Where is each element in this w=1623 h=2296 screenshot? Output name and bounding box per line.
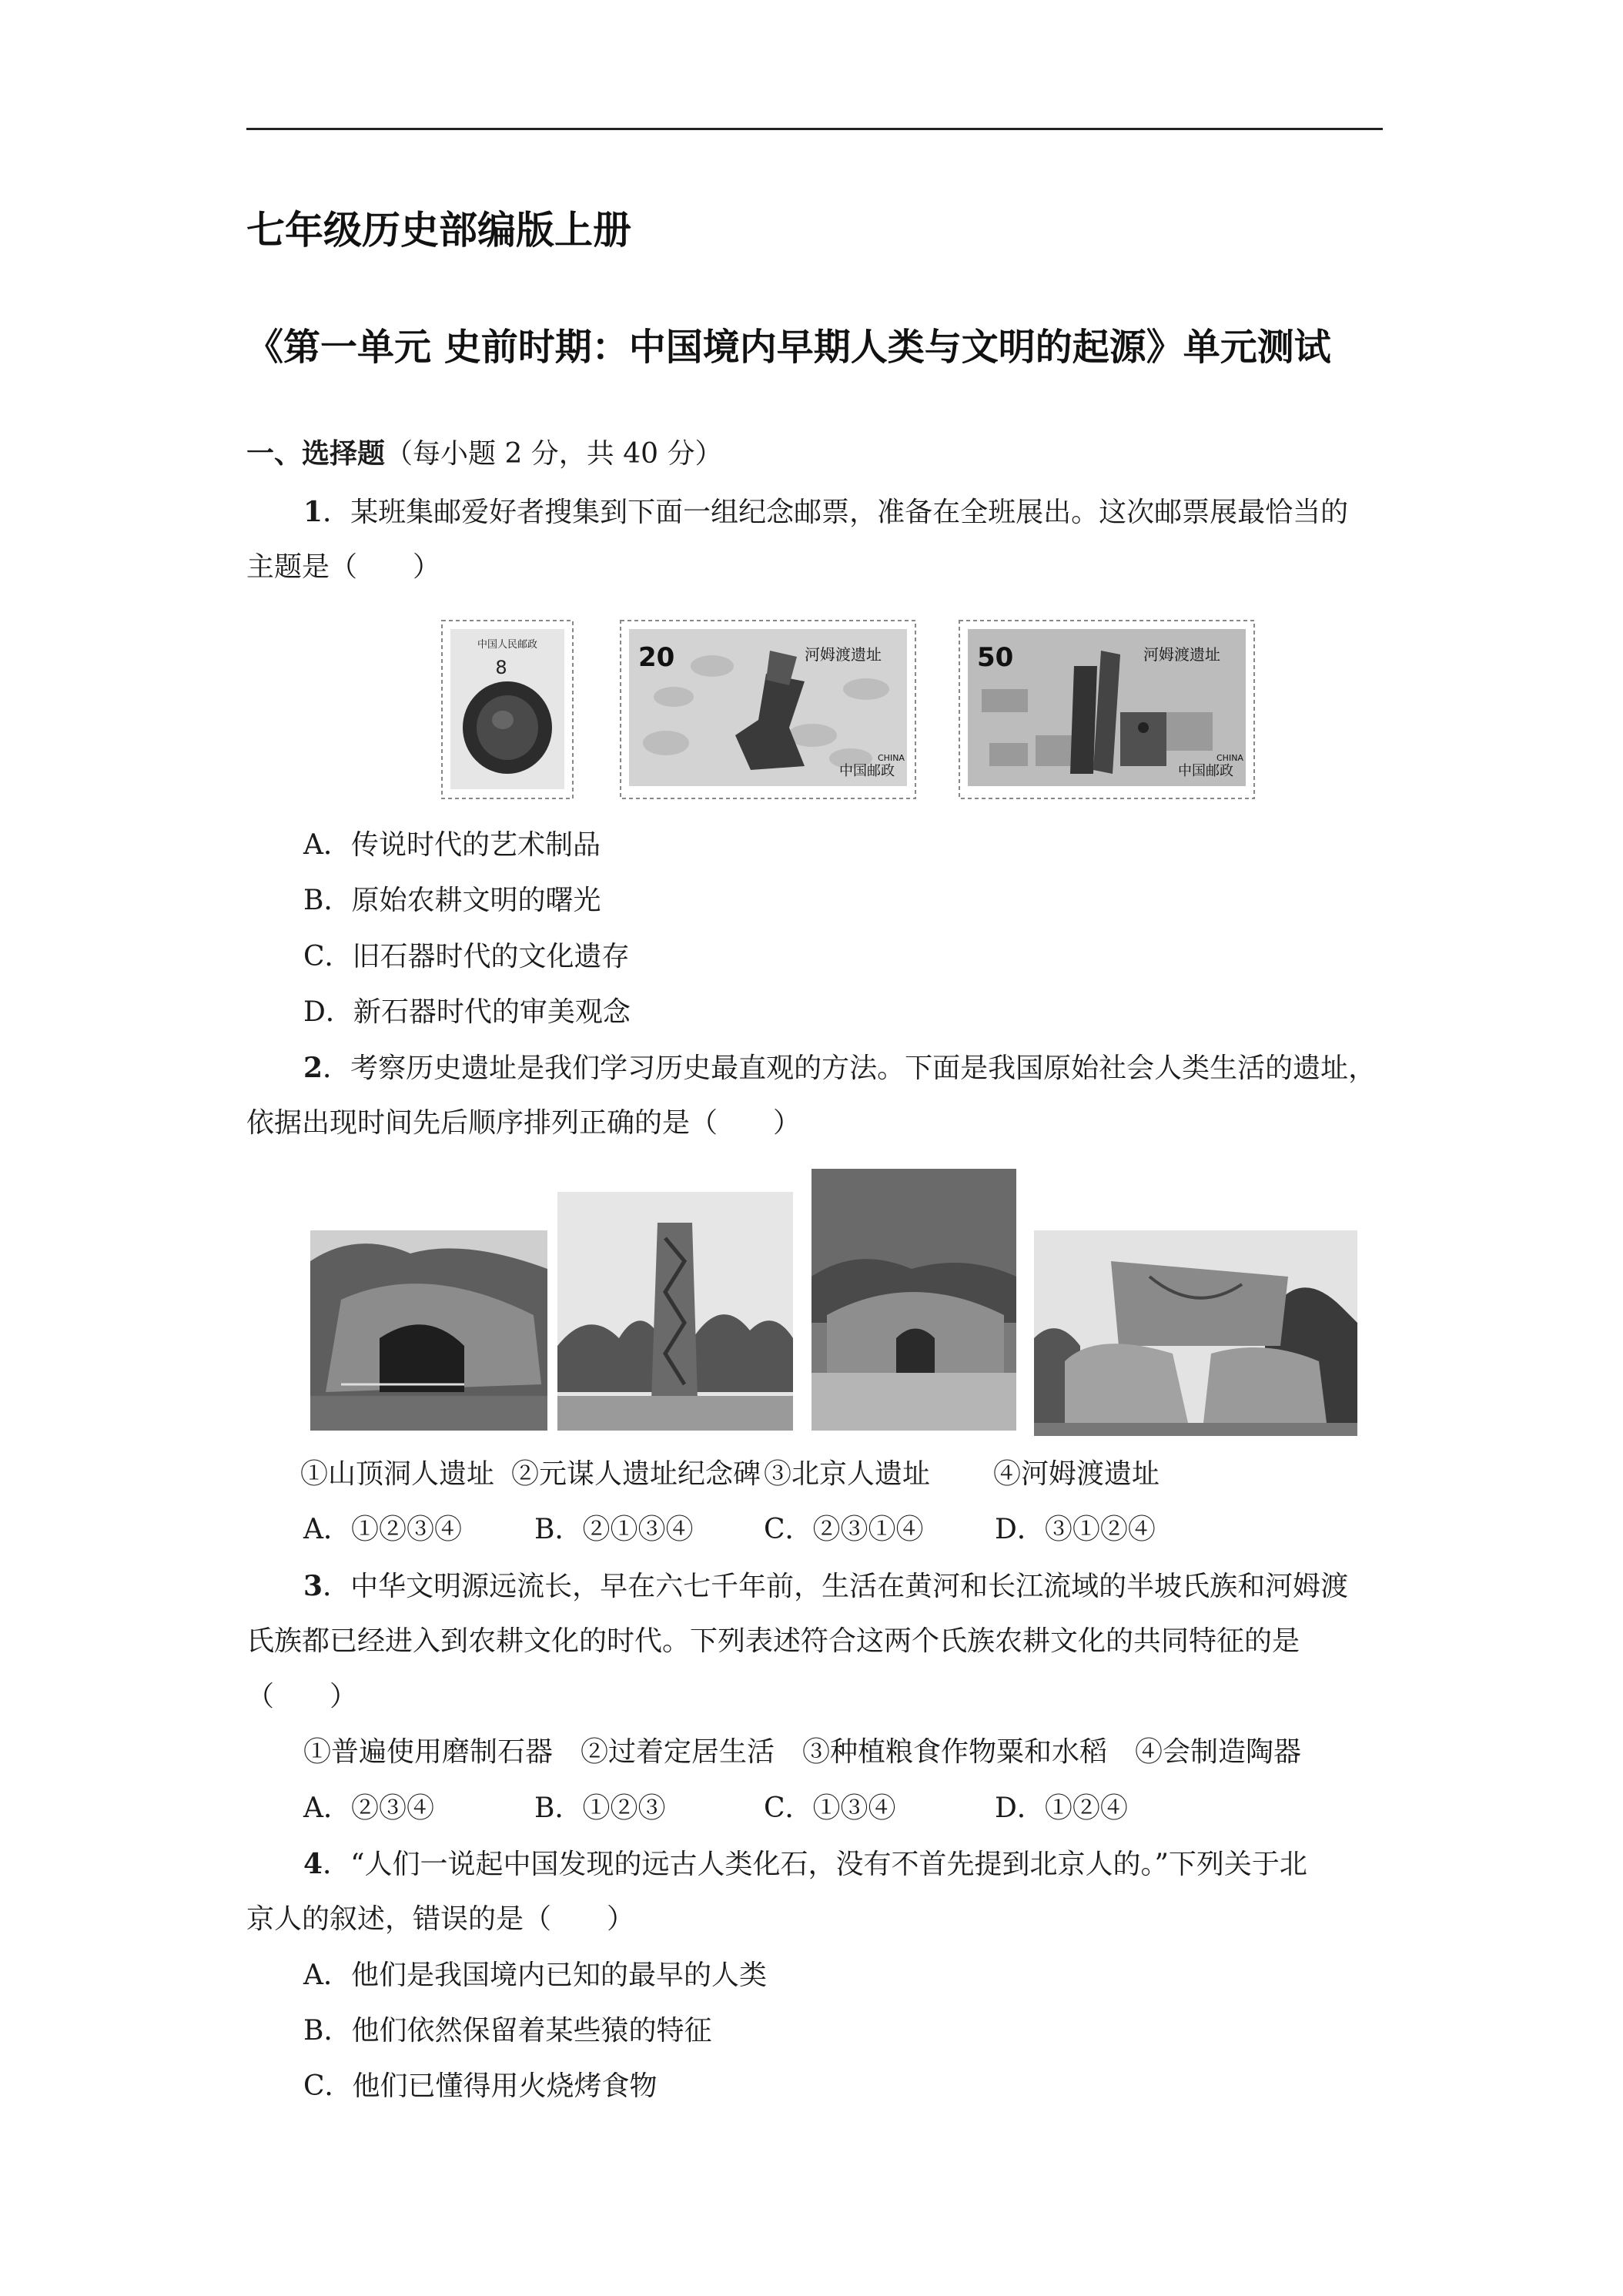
q1-text-line2: 主题是（ ） <box>246 551 441 583</box>
q3-items: ①普遍使用磨制石器 ②过着定居生活 ③种植粮食作物粟和水稻 ④会制造陶器 <box>303 1736 1302 1768</box>
q4-option-c[interactable]: C．他们已懂得用火烧烤食物 <box>303 2070 658 2102</box>
stamp-hemudu-bone-spade <box>620 620 916 799</box>
stamp2-denom: 20 <box>638 642 675 673</box>
stamp2-site: 河姆渡遗址 <box>805 645 882 664</box>
photo-hemudu-site <box>1034 1230 1357 1436</box>
stamp-hemudu-wood-structure <box>959 620 1255 799</box>
stamp3-country: CHINA <box>1216 753 1243 763</box>
photo-yuanmou-monument <box>557 1192 793 1431</box>
q3-stem: ．中华文明源远流长，早在六七千年前，生活在黄河和长江流域的半坡氏族和河姆渡 <box>323 1571 1349 1602</box>
q2-number: 2 <box>303 1052 323 1084</box>
q3-option-c[interactable]: C．①③④ <box>764 1792 896 1824</box>
q2-option-c[interactable]: C．②③①④ <box>764 1514 924 1545</box>
header-rule <box>246 128 1383 130</box>
q3-option-d[interactable]: D．①②④ <box>995 1792 1128 1824</box>
q3-option-b[interactable]: B．①②③ <box>534 1792 666 1824</box>
q1-text-line1 <box>303 493 1348 532</box>
section-note: （每小题 2 分，共 40 分） <box>385 438 723 470</box>
caption-peking: ③北京人遗址 <box>764 1458 931 1490</box>
q2-option-a[interactable]: A．①②③④ <box>303 1514 462 1545</box>
stamp-bronze-mirror <box>441 620 574 799</box>
stamp3-denom: 50 <box>977 642 1014 673</box>
section-heading <box>246 435 723 474</box>
caption-hemudu: ④河姆渡遗址 <box>993 1458 1160 1490</box>
photo-shandingdong-cave <box>310 1230 547 1431</box>
stamp3-site: 河姆渡遗址 <box>1143 645 1220 664</box>
stamp2-country: CHINA <box>878 753 905 763</box>
q2-text-line1 <box>303 1049 1376 1088</box>
caption-yuanmou: ②元谋人遗址纪念碑 <box>511 1458 761 1490</box>
q2-option-d[interactable]: D．③①②④ <box>995 1514 1156 1545</box>
stamp1-issuer: 中国人民邮政 <box>477 639 538 651</box>
q4-text-line2: 京人的叙述，错误的是（ ） <box>246 1903 635 1935</box>
q1-number: 1 <box>303 496 323 528</box>
q4-option-a[interactable]: A．他们是我国境内已知的最早的人类 <box>303 1960 767 1991</box>
grade-title: 七年级历史部编版上册 <box>246 208 631 253</box>
q3-text-line2: 氏族都已经进入到农耕文化的时代。下列表述符合这两个氏族农耕文化的共同特征的是 <box>246 1625 1300 1657</box>
q1-option-b[interactable]: B．原始农耕文明的曙光 <box>303 885 601 916</box>
stamp2-post: 中国邮政 <box>839 763 895 779</box>
q1-option-a[interactable]: A．传说时代的艺术制品 <box>303 829 601 861</box>
unit-title: 《第一单元 史前时期：中国境内早期人类与文明的起源》单元测试 <box>246 326 1331 369</box>
q3-text-line1 <box>303 1567 1348 1606</box>
q4-text-line1 <box>303 1845 1307 1884</box>
photo-peking-man-site <box>812 1169 1016 1431</box>
q1-stem: ．某班集邮爱好者搜集到下面一组纪念邮票，准备在全班展出。这次邮票展最恰当的 <box>323 497 1349 528</box>
q3-option-a[interactable]: A．②③④ <box>303 1792 434 1824</box>
q1-option-d[interactable]: D．新石器时代的审美观念 <box>303 996 631 1028</box>
q2-text-line2: 依据出现时间先后顺序排列正确的是（ ） <box>246 1107 801 1139</box>
caption-shandingdong: ①山顶洞人遗址 <box>300 1458 495 1490</box>
q4-option-b[interactable]: B．他们依然保留着某些猿的特征 <box>303 2015 712 2047</box>
stamp3-post: 中国邮政 <box>1178 763 1233 779</box>
q2-option-b[interactable]: B．②①③④ <box>534 1514 694 1545</box>
q4-number: 4 <box>303 1848 323 1880</box>
stamp1-denom: 8 <box>495 657 507 678</box>
q1-option-c[interactable]: C．旧石器时代的文化遗存 <box>303 941 630 972</box>
q3-text-line3: （ ） <box>246 1681 358 1712</box>
q3-number: 3 <box>303 1570 323 1602</box>
q2-captions <box>300 1455 1160 1494</box>
q2-stem: ．考察历史遗址是我们学习历史最直观的方法。下面是我国原始社会人类生活的遗址， <box>323 1053 1377 1084</box>
section-label: 一、选择题 <box>246 438 386 470</box>
q4-stem: ．“人们一说起中国发现的远古人类化石，没有不首先提到北京人的。”下列关于北 <box>323 1849 1307 1880</box>
